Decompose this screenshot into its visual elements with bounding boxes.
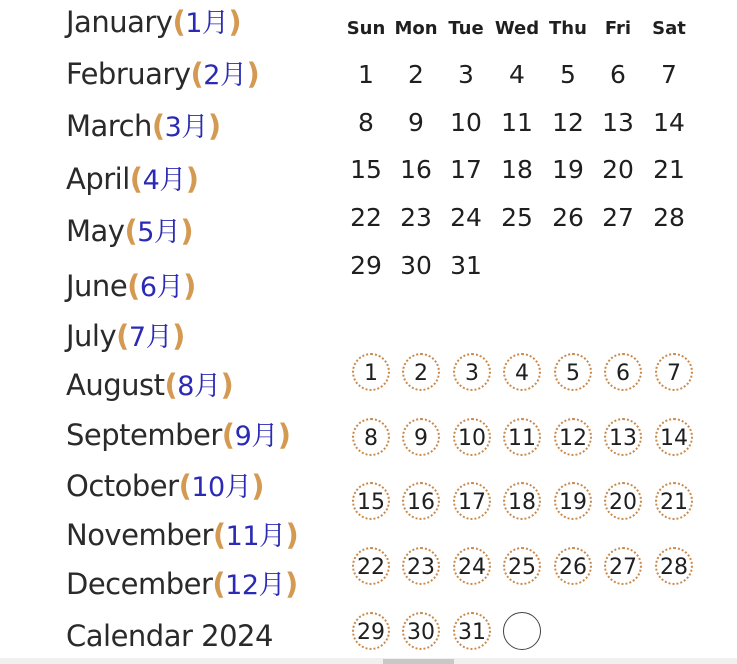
month-kanji: 月: [224, 472, 252, 503]
day-number: 20: [602, 155, 634, 184]
day-number: 3: [458, 60, 474, 89]
day-number: 21: [653, 155, 685, 184]
month-number: 6: [139, 272, 157, 303]
month-kanji: 月: [251, 421, 278, 452]
scrollbar-thumb[interactable]: [383, 659, 454, 664]
circled-day: 8: [352, 418, 390, 456]
open-paren: (: [164, 368, 178, 402]
month-row-december: [66, 564, 298, 604]
month-name: February: [66, 57, 191, 91]
month-number: 12: [225, 570, 259, 601]
weekday-sat: Sat: [652, 18, 686, 39]
open-paren: (: [151, 109, 165, 143]
day-number: 4: [509, 60, 525, 89]
close-paren: ): [185, 162, 199, 196]
day-number: 17: [450, 155, 482, 184]
circled-day: 5: [554, 353, 592, 391]
circled-day: 3: [453, 353, 491, 391]
open-paren: (: [127, 269, 140, 303]
day-number: 9: [408, 108, 424, 137]
open-paren: (: [129, 162, 143, 196]
day-number: 6: [610, 60, 626, 89]
month-name: August: [66, 368, 165, 402]
month-kanji: 月: [159, 165, 186, 196]
day-number: 26: [552, 203, 584, 232]
day-number: 24: [450, 203, 482, 232]
close-paren: ): [220, 368, 234, 402]
close-paren: ): [228, 5, 242, 39]
month-row-february: [66, 54, 259, 94]
circled-day: 4: [503, 353, 541, 391]
circled-day: 7: [655, 353, 693, 391]
day-number: 25: [501, 203, 533, 232]
circled-day: 6: [604, 353, 642, 391]
circled-day: 18: [503, 482, 541, 520]
day-number: 28: [653, 203, 685, 232]
month-row-november: [66, 515, 298, 555]
month-number: 3: [164, 112, 182, 143]
month-name: November: [66, 518, 213, 552]
close-paren: ): [277, 418, 291, 452]
month-row-july: [66, 316, 185, 356]
day-number: 1: [358, 60, 374, 89]
open-paren: (: [172, 5, 186, 39]
circled-day: 14: [655, 418, 693, 456]
month-number: 11: [225, 521, 259, 552]
open-paren: (: [190, 57, 204, 91]
circled-day: 21: [655, 482, 693, 520]
circled-day: 20: [604, 482, 642, 520]
month-kanji: 月: [201, 8, 229, 39]
close-paren: ): [207, 109, 221, 143]
weekday-tue: Tue: [448, 18, 484, 39]
day-number: 27: [602, 203, 634, 232]
day-number: 14: [653, 108, 685, 137]
close-paren: ): [251, 469, 264, 503]
month-list: [66, 0, 346, 664]
day-number: 29: [350, 251, 382, 280]
open-paren: (: [212, 518, 226, 552]
circled-day: 16: [402, 482, 440, 520]
day-number: 31: [450, 251, 482, 280]
day-number: 11: [501, 108, 533, 137]
month-number: 8: [177, 371, 194, 402]
month-kanji: 月: [258, 570, 286, 601]
month-name: April: [66, 162, 130, 196]
circled-day: 13: [604, 418, 642, 456]
month-row-april: [66, 159, 199, 199]
weekday-thu: Thu: [549, 18, 587, 39]
weekday-mon: Mon: [394, 18, 438, 39]
circled-day: 15: [352, 482, 390, 520]
open-paren: (: [178, 469, 192, 503]
day-number: 10: [450, 108, 482, 137]
circled-day: 12: [554, 418, 592, 456]
close-paren: ): [246, 57, 260, 91]
month-number: 2: [203, 60, 220, 91]
day-number: 2: [408, 60, 424, 89]
circled-day: 24: [453, 547, 491, 585]
month-kanji: 月: [145, 322, 173, 353]
calendar-title: Calendar 2024: [66, 619, 273, 653]
day-number: 30: [400, 251, 432, 280]
month-number: 7: [128, 322, 146, 353]
circled-day: 29: [352, 612, 390, 650]
month-name: January: [66, 5, 173, 39]
circled-day: 10: [453, 418, 491, 456]
month-kanji: 月: [156, 272, 184, 303]
day-number: 16: [400, 155, 432, 184]
circled-day: 9: [402, 418, 440, 456]
close-paren: ): [285, 518, 299, 552]
month-number: 4: [142, 165, 160, 196]
day-number: 12: [552, 108, 584, 137]
day-number: 7: [661, 60, 677, 89]
circled-day: 1: [352, 353, 390, 391]
month-row-october: [66, 466, 264, 506]
circled-day: 19: [554, 482, 592, 520]
month-name: December: [66, 567, 213, 601]
month-name: September: [66, 418, 222, 452]
weekday-sun: Sun: [346, 18, 386, 39]
day-number: 8: [358, 108, 374, 137]
close-paren: ): [172, 319, 185, 353]
month-number: 10: [191, 472, 225, 503]
circled-day: 31: [453, 612, 491, 650]
day-number: 22: [350, 203, 382, 232]
weekday-fri: Fri: [604, 18, 632, 39]
circled-day: 2: [402, 353, 440, 391]
circled-day: 27: [604, 547, 642, 585]
circled-day: 26: [554, 547, 592, 585]
open-paren: (: [124, 214, 138, 248]
close-paren: ): [183, 269, 196, 303]
month-kanji: 月: [153, 217, 181, 248]
month-name: June: [66, 269, 128, 303]
month-number: 5: [137, 217, 154, 248]
month-row-may: [66, 211, 193, 251]
circled-day: 30: [402, 612, 440, 650]
circled-day: 11: [503, 418, 541, 456]
day-number: 5: [560, 60, 576, 89]
month-row-september: [66, 415, 291, 455]
month-number: 1: [185, 8, 202, 39]
circled-day: 28: [655, 547, 693, 585]
day-number: 23: [400, 203, 432, 232]
month-kanji: 月: [193, 371, 221, 402]
circled-day: 25: [503, 547, 541, 585]
month-name: March: [66, 109, 152, 143]
close-paren: ): [180, 214, 194, 248]
month-name: May: [66, 214, 125, 248]
open-paren: (: [212, 567, 226, 601]
open-paren: (: [116, 319, 129, 353]
weekday-wed: Wed: [494, 18, 540, 39]
month-row-january: [66, 2, 241, 42]
horizontal-scrollbar[interactable]: [0, 658, 737, 664]
month-kanji: 月: [181, 112, 208, 143]
month-name: October: [66, 469, 179, 503]
month-name: July: [66, 319, 117, 353]
month-row-march: [66, 106, 221, 146]
open-paren: (: [221, 418, 235, 452]
day-number: 19: [552, 155, 584, 184]
circled-day: 22: [352, 547, 390, 585]
close-paren: ): [285, 567, 298, 601]
day-number: 18: [501, 155, 533, 184]
month-row-august: [66, 365, 233, 405]
day-number: 15: [350, 155, 382, 184]
day-number: 13: [602, 108, 634, 137]
circled-day: 23: [402, 547, 440, 585]
month-row-june: [66, 266, 196, 306]
empty-circle: [503, 612, 541, 650]
month-number: 9: [234, 421, 252, 452]
month-kanji: 月: [259, 521, 286, 552]
circled-day: 17: [453, 482, 491, 520]
month-kanji: 月: [219, 60, 247, 91]
